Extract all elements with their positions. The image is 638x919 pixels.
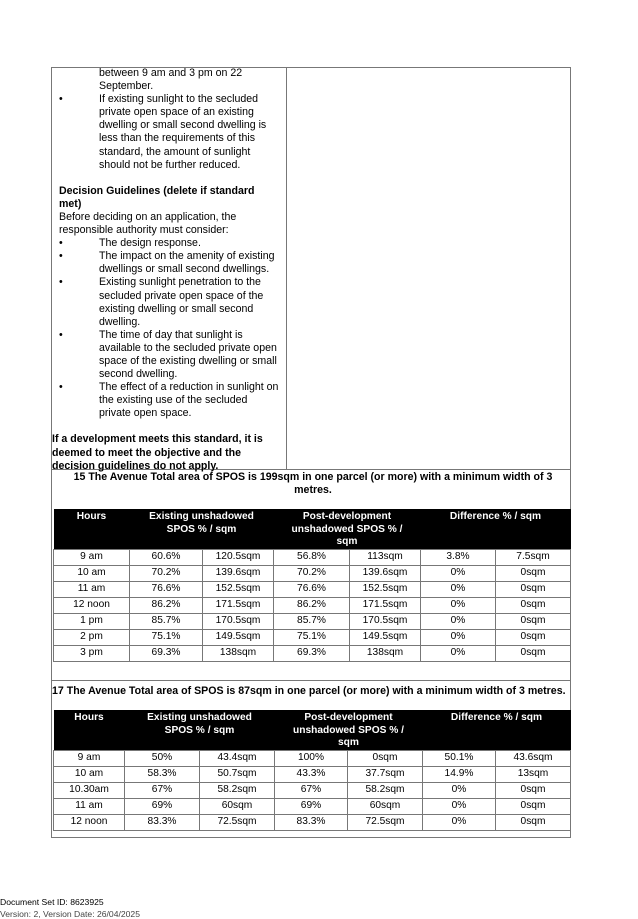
table-cell: 86.2% <box>130 597 203 613</box>
table-cell: 0sqm <box>496 798 571 814</box>
bullet-icon: • <box>59 237 63 250</box>
table-cell: 152.5sqm <box>350 581 421 597</box>
list-item <box>52 276 286 328</box>
list-item-text: Existing sunlight penetration to the secluded private open space of the existing dwelling or small second dwelling. <box>99 276 264 328</box>
table-cell: 83.3% <box>125 814 200 830</box>
table-cell: 7.5sqm <box>496 549 571 565</box>
table-cell: 58.2sqm <box>200 782 275 798</box>
section-divider-17 <box>51 680 571 681</box>
document-set-id: Document Set ID: 8623925 <box>0 897 104 907</box>
table-cell: 76.6% <box>274 581 350 597</box>
decision-heading: Decision Guidelines (delete if standard met) <box>59 184 255 210</box>
row-hour-cell: 12 noon <box>54 814 125 830</box>
table-row <box>54 766 571 782</box>
table-cell: 50% <box>125 750 200 766</box>
standard-column <box>52 67 286 473</box>
table-cell: 85.7% <box>274 613 350 629</box>
list-item <box>52 237 286 250</box>
table-15-the-avenue <box>53 509 571 662</box>
table-cell: 3.8% <box>421 549 496 565</box>
table-cell: 0% <box>421 629 496 645</box>
table-cell: 0% <box>421 645 496 661</box>
table-row <box>54 798 571 814</box>
table-cell: 0sqm <box>496 613 571 629</box>
table-cell: 69.3% <box>274 645 350 661</box>
table-cell: 0% <box>423 782 496 798</box>
table-17-the-avenue <box>53 710 571 831</box>
table-cell: 0sqm <box>496 814 571 830</box>
bullet-icon: • <box>59 93 63 106</box>
table-cell: 139.6sqm <box>203 565 274 581</box>
row-hour-cell: 1 pm <box>54 613 130 629</box>
table-cell: 50.7sqm <box>200 766 275 782</box>
table-cell: 76.6% <box>130 581 203 597</box>
list-item-text: If existing sunlight to the secluded private open space of an existing dwelling or small second dwelling is less than the requirements of this standard, the amount of sunlight should not be further reduced. <box>99 93 267 171</box>
table-cell: 0% <box>421 581 496 597</box>
list-item <box>52 250 286 276</box>
column-header: Existing unshadowed SPOS % / sqm <box>130 509 274 549</box>
table-cell: 72.5sqm <box>200 814 275 830</box>
table-cell: 0% <box>423 814 496 830</box>
table-cell: 67% <box>125 782 200 798</box>
table-cell: 86.2% <box>274 597 350 613</box>
table-cell: 70.2% <box>130 565 203 581</box>
table-cell: 0sqm <box>496 565 571 581</box>
bullet-icon: • <box>59 328 63 341</box>
table-row <box>54 750 571 766</box>
table-cell: 72.5sqm <box>348 814 423 830</box>
row-hour-cell: 10 am <box>54 766 125 782</box>
table-cell: 138sqm <box>203 645 274 661</box>
row-hour-cell: 12 noon <box>54 597 130 613</box>
bullet-icon: • <box>59 250 63 263</box>
table-cell: 0sqm <box>496 782 571 798</box>
row-hour-cell: 11 am <box>54 581 130 597</box>
table-cell: 139.6sqm <box>350 565 421 581</box>
column-header: Post-development unshadowed SPOS % / sqm <box>274 509 421 549</box>
row-hour-cell: 10 am <box>54 565 130 581</box>
section-17-title: 17 The Avenue Total area of SPOS is 87sqm in one parcel (or more) with a minimum width of 3 metres. <box>52 685 566 697</box>
table-row <box>54 597 571 613</box>
table-cell: 171.5sqm <box>203 597 274 613</box>
table-cell: 13sqm <box>496 766 571 782</box>
table-row <box>54 581 571 597</box>
list-item-text: The impact on the amenity of existing dwellings or small second dwellings. <box>99 250 275 276</box>
table-cell: 43.6sqm <box>496 750 571 766</box>
table-cell: 120.5sqm <box>203 549 274 565</box>
table-cell: 138sqm <box>350 645 421 661</box>
table-cell: 75.1% <box>274 629 350 645</box>
table-cell: 0sqm <box>496 645 571 661</box>
list-item <box>52 381 286 420</box>
table-cell: 37.7sqm <box>348 766 423 782</box>
column-header: Hours <box>54 509 130 549</box>
column-header: Difference % / sqm <box>423 710 571 750</box>
table-row <box>54 565 571 581</box>
table-cell: 170.5sqm <box>203 613 274 629</box>
table-cell: 85.7% <box>130 613 203 629</box>
table-row <box>54 613 571 629</box>
compliance-note: If a development meets this standard, it is deemed to meet the objective and the decision guidelines do not apply. <box>52 433 263 472</box>
table-cell: 0sqm <box>496 597 571 613</box>
list-item <box>52 93 286 172</box>
standard-continuation: between 9 am and 3 pm on 22 September. <box>99 67 243 93</box>
table-cell: 69.3% <box>130 645 203 661</box>
row-hour-cell: 9 am <box>54 549 130 565</box>
section-15-title: 15 The Avenue Total area of SPOS is 199sqm in one parcel (or more) with a minimum width of 3 metres. <box>73 471 553 496</box>
bullet-icon: • <box>59 276 63 289</box>
column-divider <box>286 67 287 470</box>
column-header: Existing unshadowed SPOS % / sqm <box>125 710 275 750</box>
table-cell: 0sqm <box>348 750 423 766</box>
table-cell: 149.5sqm <box>350 629 421 645</box>
table-cell: 69% <box>125 798 200 814</box>
table-cell: 50.1% <box>423 750 496 766</box>
table-cell: 149.5sqm <box>203 629 274 645</box>
row-hour-cell: 2 pm <box>54 629 130 645</box>
table-cell: 69% <box>275 798 348 814</box>
table-cell: 43.4sqm <box>200 750 275 766</box>
table-cell: 75.1% <box>130 629 203 645</box>
table-cell: 0% <box>421 565 496 581</box>
table-cell: 56.8% <box>274 549 350 565</box>
table-cell: 170.5sqm <box>350 613 421 629</box>
table-cell: 67% <box>275 782 348 798</box>
list-item <box>52 329 286 381</box>
table-cell: 0% <box>421 613 496 629</box>
table-row <box>54 782 571 798</box>
table-cell: 0% <box>421 597 496 613</box>
table-row <box>54 814 571 830</box>
table-row <box>54 645 571 661</box>
bullet-icon: • <box>59 381 63 394</box>
column-header: Hours <box>54 710 125 750</box>
table-cell: 14.9% <box>423 766 496 782</box>
row-hour-cell: 11 am <box>54 798 125 814</box>
table-cell: 171.5sqm <box>350 597 421 613</box>
table-cell: 0sqm <box>496 629 571 645</box>
table-cell: 60.6% <box>130 549 203 565</box>
table-row <box>54 629 571 645</box>
decision-intro: Before deciding on an application, the responsible authority must consider: <box>59 210 237 237</box>
table-cell: 0% <box>423 798 496 814</box>
table-cell: 152.5sqm <box>203 581 274 597</box>
table-cell: 113sqm <box>350 549 421 565</box>
table-cell: 58.3% <box>125 766 200 782</box>
table-cell: 43.3% <box>275 766 348 782</box>
table-cell: 58.2sqm <box>348 782 423 798</box>
table-cell: 60sqm <box>200 798 275 814</box>
list-item-text: The time of day that sunlight is available to the secluded private open space of the existing dwelling or small second dwelling. <box>99 328 277 381</box>
list-item-text: The effect of a reduction in sunlight on the existing use of the secluded private open space. <box>99 381 279 420</box>
column-header: Difference % / sqm <box>421 509 571 549</box>
column-header: Post-development unshadowed SPOS % / sqm <box>275 710 423 750</box>
table-cell: 100% <box>275 750 348 766</box>
row-hour-cell: 10.30am <box>54 782 125 798</box>
table-cell: 60sqm <box>348 798 423 814</box>
table-cell: 70.2% <box>274 565 350 581</box>
table-cell: 0sqm <box>496 581 571 597</box>
document-version: Version: 2, Version Date: 26/04/2025 <box>0 909 140 919</box>
row-hour-cell: 9 am <box>54 750 125 766</box>
row-hour-cell: 3 pm <box>54 645 130 661</box>
table-cell: 83.3% <box>275 814 348 830</box>
list-item-text: The design response. <box>99 237 201 250</box>
table-row <box>54 549 571 565</box>
